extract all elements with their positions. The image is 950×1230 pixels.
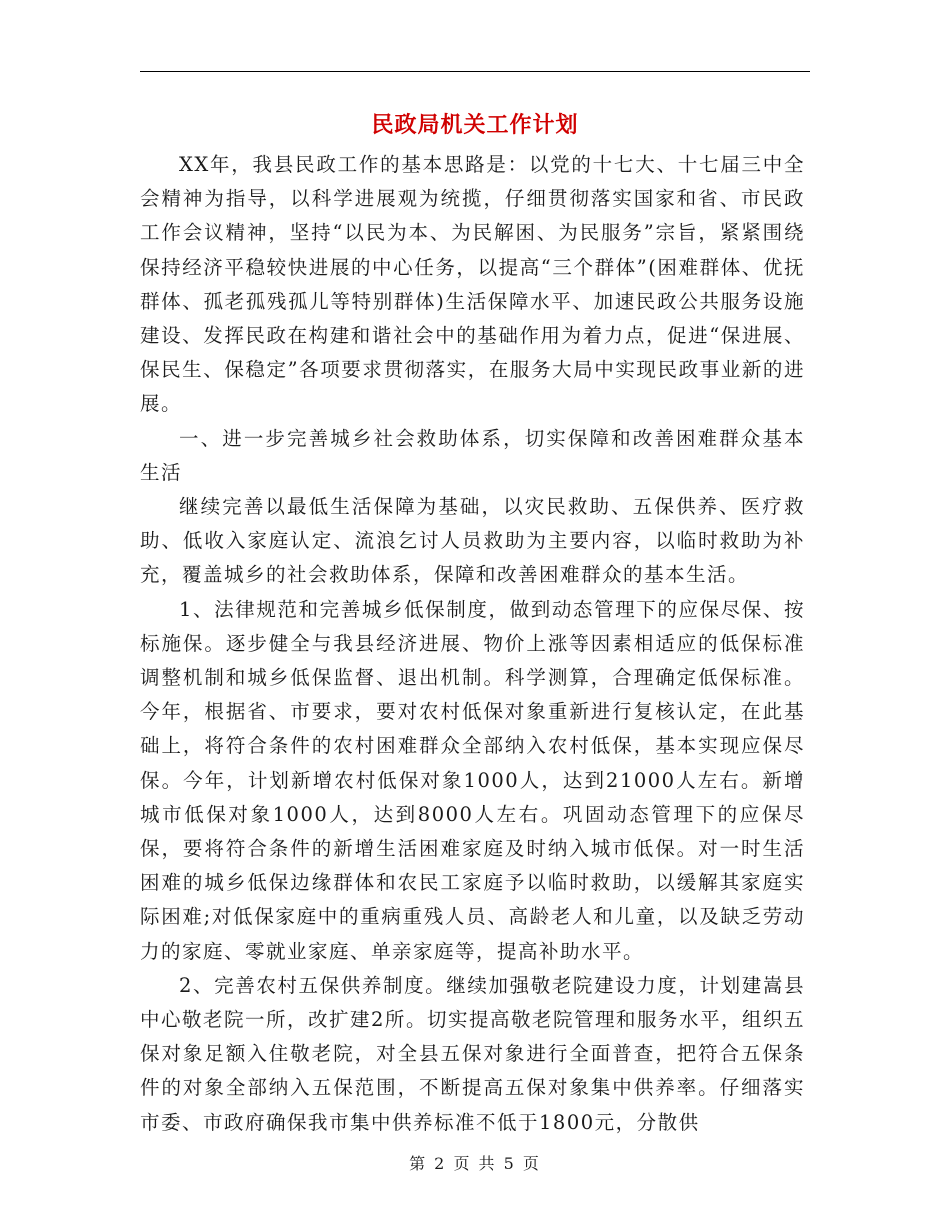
paragraph-intro: XX年，我县民政工作的基本思路是：以党的十七大、十七届三中全会精神为指导，以科学进展观为统揽，仔细贯彻落实国家和省、市民政工作会议精神，坚持“以民为本、为民解困、为民服务”宗旨，紧紧围绕保持经济平稳较快进展的中心任务，以提高“三个群体”(困难群体、优抚群体、孤老孤残孤儿等特别群体)生活保障水平、加速民政公共服务设施建设、发挥民政在构建和谐社会中的基础作用为着力点，促进“保进展、保民生、保稳定”各项要求贯彻落实，在服务大局中实现民政事业新的进展。 [140,153,805,416]
header-rule [140,71,810,72]
document-body [140,148,805,1140]
paragraph-item-1: 1、法律规范和完善城乡低保制度，做到动态管理下的应保尽保、按标施保。逐步健全与我县经济进展、物价上涨等因素相适应的低保标准调整机制和城乡低保监督、退出机制。科学测算，合理确定低保标准。今年，根据省、市要求，要对农村低保对象重新进行复核认定，在此基础上，将符合条件的农村困难群众全部纳入农村低保，基本实现应保尽保。今年，计划新增农村低保对象1000人，达到21000人左右。新增城市低保对象1000人，达到8000人左右。巩固动态管理下的应保尽保，要将符合条件的新增生活困难家庭及时纳入城市低保。对一时生活困难的城乡低保边缘群体和农民工家庭予以临时救助，以缓解其家庭实际困难;对低保家庭中的重病重残人员、高龄老人和儿童，以及缺乏劳动力的家庭、零就业家庭、单亲家庭等，提高补助水平。 [140,597,805,963]
paragraph-item-2: 2、完善农村五保供养制度。继续加强敬老院建设力度，计划建嵩县中心敬老院一所，改扩建2所。切实提高敬老院管理和服务水平，组织五保对象足额入住敬老院，对全县五保对象进行全面普查，把符合五保条件的对象全部纳入五保范围，不断提高五保对象集中供养率。仔细落实市委、市政府确保我市集中供养标准不低于1800元，分散供 [140,973,805,1134]
paragraph-section-1: 继续完善以最低生活保障为基础，以灾民救助、五保供养、医疗救助、低收入家庭认定、流浪乞讨人员救助为主要内容，以临时救助为补充，覆盖城乡的社会救助体系，保障和改善困难群众的基本生活。 [140,495,805,587]
section-heading-1: 一、进一步完善城乡社会救助体系，切实保障和改善困难群众基本生活 [140,426,805,484]
page-number-footer: 第 2 页 共 5 页 [409,1154,541,1173]
document-title: 民政局机关工作计划 [371,112,579,138]
